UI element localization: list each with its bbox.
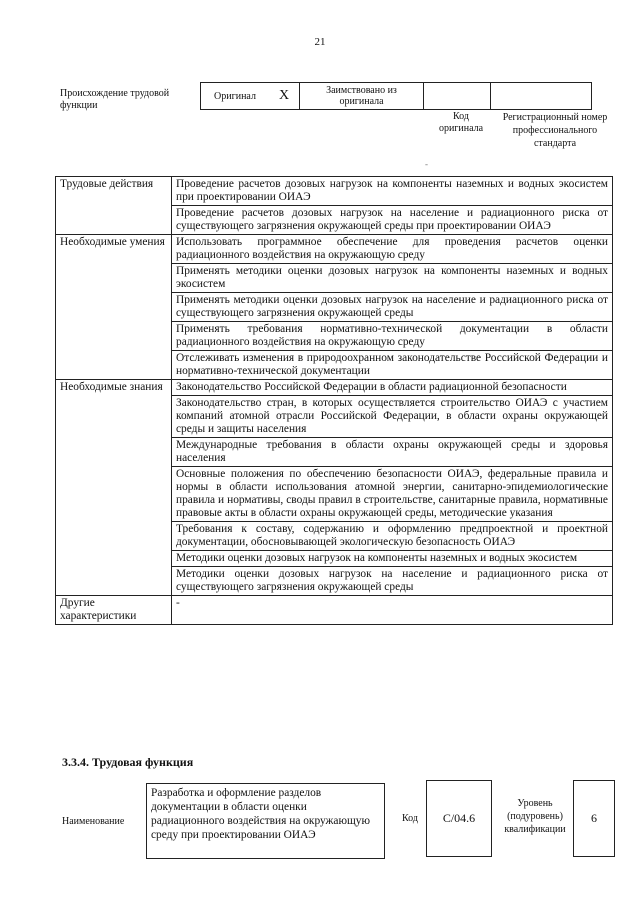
code-caption: Код оригинала xyxy=(438,111,484,134)
row-item: Законодательство Российской Федерации в области радиационной безопасности xyxy=(172,380,613,396)
row-item: Использовать программное обеспечение для проведения расчетов оценки радиационного воздействия на окружающую среду xyxy=(172,235,613,264)
row-item: Международные требования в области охраны окружающей среды и здоровья населения xyxy=(172,438,613,467)
row-item: - xyxy=(172,596,613,625)
table-row xyxy=(56,177,613,206)
function-details-table xyxy=(55,176,613,625)
table-row xyxy=(56,380,613,396)
tick-mark: - xyxy=(425,159,428,169)
origin-table xyxy=(200,82,592,110)
row-item: Методики оценки дозовых нагрузок на население и радиационного риска от существующего загрязнения окружающей среды xyxy=(172,567,613,596)
code-value: С/04.6 xyxy=(426,780,492,857)
name-label: Наименование xyxy=(62,816,125,827)
row-item: Применять методики оценки дозовых нагрузок на население и радиационного риска от существующего загрязнения окружающей среды xyxy=(172,293,613,322)
level-label: Уровень (подуровень) квалификации xyxy=(504,798,566,835)
origin-borrowed-cell: Заимствовано из оригинала xyxy=(300,83,424,110)
origin-original-cell: Оригинал xyxy=(201,83,270,110)
row-item: Проведение расчетов дозовых нагрузок на население и радиационного риска от существующего загрязнения окружающей среды при проектировании ОИАЭ xyxy=(172,206,613,235)
section-title: 3.3.4. Трудовая функция xyxy=(62,755,194,769)
row-item: Проведение расчетов дозовых нагрузок на компоненты наземных и водных экосистем при проектировании ОИАЭ xyxy=(172,177,613,206)
origin-label: Происхождение трудовой функции xyxy=(60,88,170,111)
row-item: Требования к составу, содержанию и оформлению предпроектной и проектной документации, обосновывающей экологическую безопасность ОИАЭ xyxy=(172,522,613,551)
code-label: Код xyxy=(402,813,418,824)
row-item: Отслеживать изменения в природоохранном законодательстве Российской Федерации и нормативно-технической документации xyxy=(172,351,613,380)
reg-caption: Регистрационный номер профессионального стандарта xyxy=(502,112,608,149)
level-value: 6 xyxy=(573,780,615,857)
table-row xyxy=(56,596,613,625)
table-row xyxy=(56,235,613,264)
name-value: Разработка и оформление разделов документации в области оценки радиационного воздействия на окружающую среду при проектировании ОИАЭ xyxy=(146,783,385,859)
origin-code-cell xyxy=(424,83,491,110)
row-category: Необходимые умения xyxy=(56,235,172,380)
row-item: Применять требования нормативно-технической документации в области радиационного воздействия на окружающую среду xyxy=(172,322,613,351)
origin-mark-cell: X xyxy=(269,83,300,110)
page-number: 21 xyxy=(314,36,326,48)
row-item: Применять методики оценки дозовых нагрузок на компоненты наземных и водных экосистем xyxy=(172,264,613,293)
origin-reg-cell xyxy=(491,83,592,110)
row-item: Методики оценки дозовых нагрузок на компоненты наземных и водных экосистем xyxy=(172,551,613,567)
row-item: Законодательство стран, в которых осуществляется строительство ОИАЭ с участием компаний атомной отрасли Российской Федерации, в области охраны окружающей среды и защиты населения xyxy=(172,396,613,438)
row-item: Основные положения по обеспечению безопасности ОИАЭ, федеральные правила и нормы в области использования атомной энергии, санитарно-эпидемиологические правила и нормативы, своды правил в строительстве, санитарные правила, нормативные правовые акты в области охраны окружающей среды, методические указания xyxy=(172,467,613,522)
row-category: Необходимые знания xyxy=(56,380,172,596)
row-category: Другие характеристики xyxy=(56,596,172,625)
row-category: Трудовые действия xyxy=(56,177,172,235)
